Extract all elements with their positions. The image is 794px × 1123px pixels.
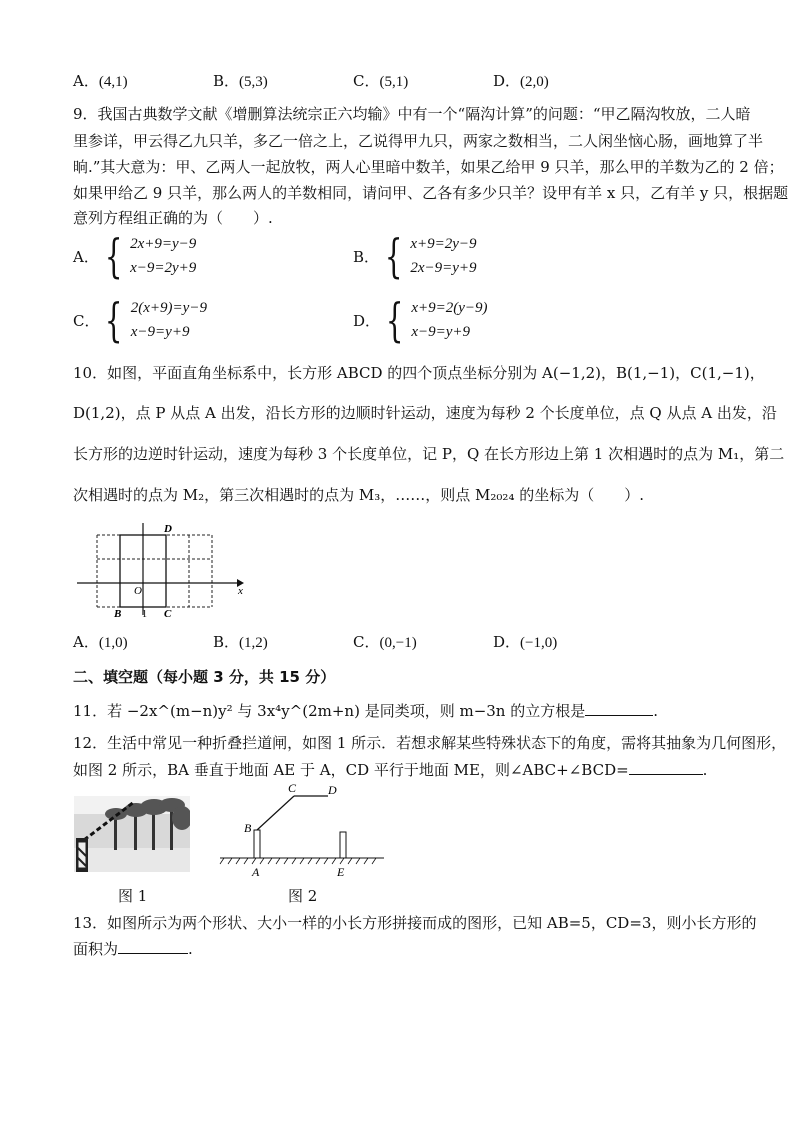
q12-fig1-caption: 图 1 <box>118 887 148 905</box>
label-x: x <box>238 585 243 597</box>
q9-option-d: D． { x+9=2(y−9) x−9=y+9 <box>353 293 488 347</box>
q10-option-a: A．(1,0) <box>73 633 128 651</box>
q11-line: 11．若 −2x^(m−n)y² 与 3x⁴y^(2m+n) 是同类项，则 m−3n 的立方根是 . <box>73 699 658 722</box>
label-d: D <box>164 523 172 535</box>
q8-option-c: C．(5,1) <box>353 72 409 90</box>
q9-line-2: 里参详，甲云得乙九只羊，多乙一倍之上，乙说得甲九只，两家之数相当，二人闲坐恼心肠，画地算了半 <box>73 132 764 150</box>
q9-option-b: B． { x+9=2y−9 2x−9=y+9 <box>353 229 477 283</box>
label-c: C <box>164 608 172 620</box>
q12-answer-blank[interactable] <box>629 758 703 775</box>
q9-option-a: A． { 2x+9=y−9 x−9=2y+9 <box>73 229 197 283</box>
label-tick: 1 <box>142 609 147 620</box>
q13-answer-blank[interactable] <box>118 937 188 954</box>
post-me <box>340 832 346 858</box>
q10-option-b: B．(1,2) <box>213 633 268 651</box>
q10-line-4: 次相遇时的点为 M₂，第三次相遇时的点为 M₃，……，则点 M₂₀₂₄ 的坐标为（ ）. <box>73 486 644 504</box>
q10-coordinate-figure <box>72 520 252 620</box>
q11-answer-blank[interactable] <box>585 699 653 716</box>
label-b: B <box>244 821 252 835</box>
q12-line-2: 如图 2 所示，BA 垂直于地面 AE 于 A，CD 平行于地面 ME，则∠ABC+∠BCD= . <box>73 758 707 781</box>
label-d: D <box>328 783 337 797</box>
q12-line-1: 12．生活中常见一种折叠拦道闸，如图 1 所示．若想求解某些特殊状态下的角度，需将其抽象为几何图形， <box>73 734 787 752</box>
section-title: 二、填空题（每小题 3 分，共 15 分） <box>73 668 336 686</box>
q8-option-a: A．(4,1) <box>73 72 128 90</box>
q10-option-c: C．(0,−1) <box>353 633 417 651</box>
q10-option-d: D．(−1,0) <box>493 633 558 651</box>
q9-line-5: 意列方程组正确的为（ ）. <box>73 209 273 227</box>
q12-fig2-caption: 图 2 <box>288 887 318 905</box>
label-c: C <box>288 781 297 795</box>
q12-figure-1-photo <box>74 796 190 872</box>
dashed-grid <box>97 535 212 607</box>
q9-line-3: 晌.”其大意为：甲、乙两人一起放牧，两人心里暗中数羊，如果乙给甲 9 只羊，那么甲的羊数为乙的 2 倍； <box>73 158 784 176</box>
q13-line-2: 面积为 . <box>73 937 193 960</box>
label-o: O <box>134 585 142 597</box>
q10-line-1: 10．如图，平面直角坐标系中，长方形 ABCD 的四个顶点坐标分别为 A(−1,2)，B(1,−1)，C(1,−1)， <box>73 364 765 382</box>
q8-option-d: D．(2,0) <box>493 72 549 90</box>
q9-option-c: C． { 2(x+9)=y−9 x−9=y+9 <box>73 293 207 347</box>
label-e: E <box>337 865 345 879</box>
arm-bc <box>257 796 294 830</box>
q13-line-1: 13．如图所示为两个形状、大小一样的小长方形拼接而成的图形，已知 AB=5，CD=3，则小长方形的 <box>73 914 757 932</box>
label-a: A <box>252 865 260 879</box>
q10-line-2: D(1,2)，点 P 从点 A 出发，沿长方形的边顺时针运动，速度为每秒 2 个长度单位，点 Q 从点 A 出发，沿 <box>73 404 777 422</box>
q9-line-4: 如果甲给乙 9 只羊，那么两人的羊数相同，请问甲、乙各有多少只羊？设甲有羊 x 只，乙有羊 y 只，根据题 <box>73 184 789 202</box>
q8-option-b: B．(5,3) <box>213 72 268 90</box>
q9-line-1: 9．我国古典数学文献《增删算法统宗正六均输》中有一个“隔沟计算”的问题：“甲乙隔沟牧放，二人暗 <box>73 105 751 123</box>
q12-figure-2-diagram <box>216 780 388 880</box>
q10-line-3: 长方形的边逆时针运动，速度为每秒 3 个长度单位，记 P，Q 在长方形边上第 1 次相遇时的点为 M₁，第二 <box>73 445 785 463</box>
post-ba <box>254 830 260 858</box>
label-b: B <box>114 608 122 620</box>
